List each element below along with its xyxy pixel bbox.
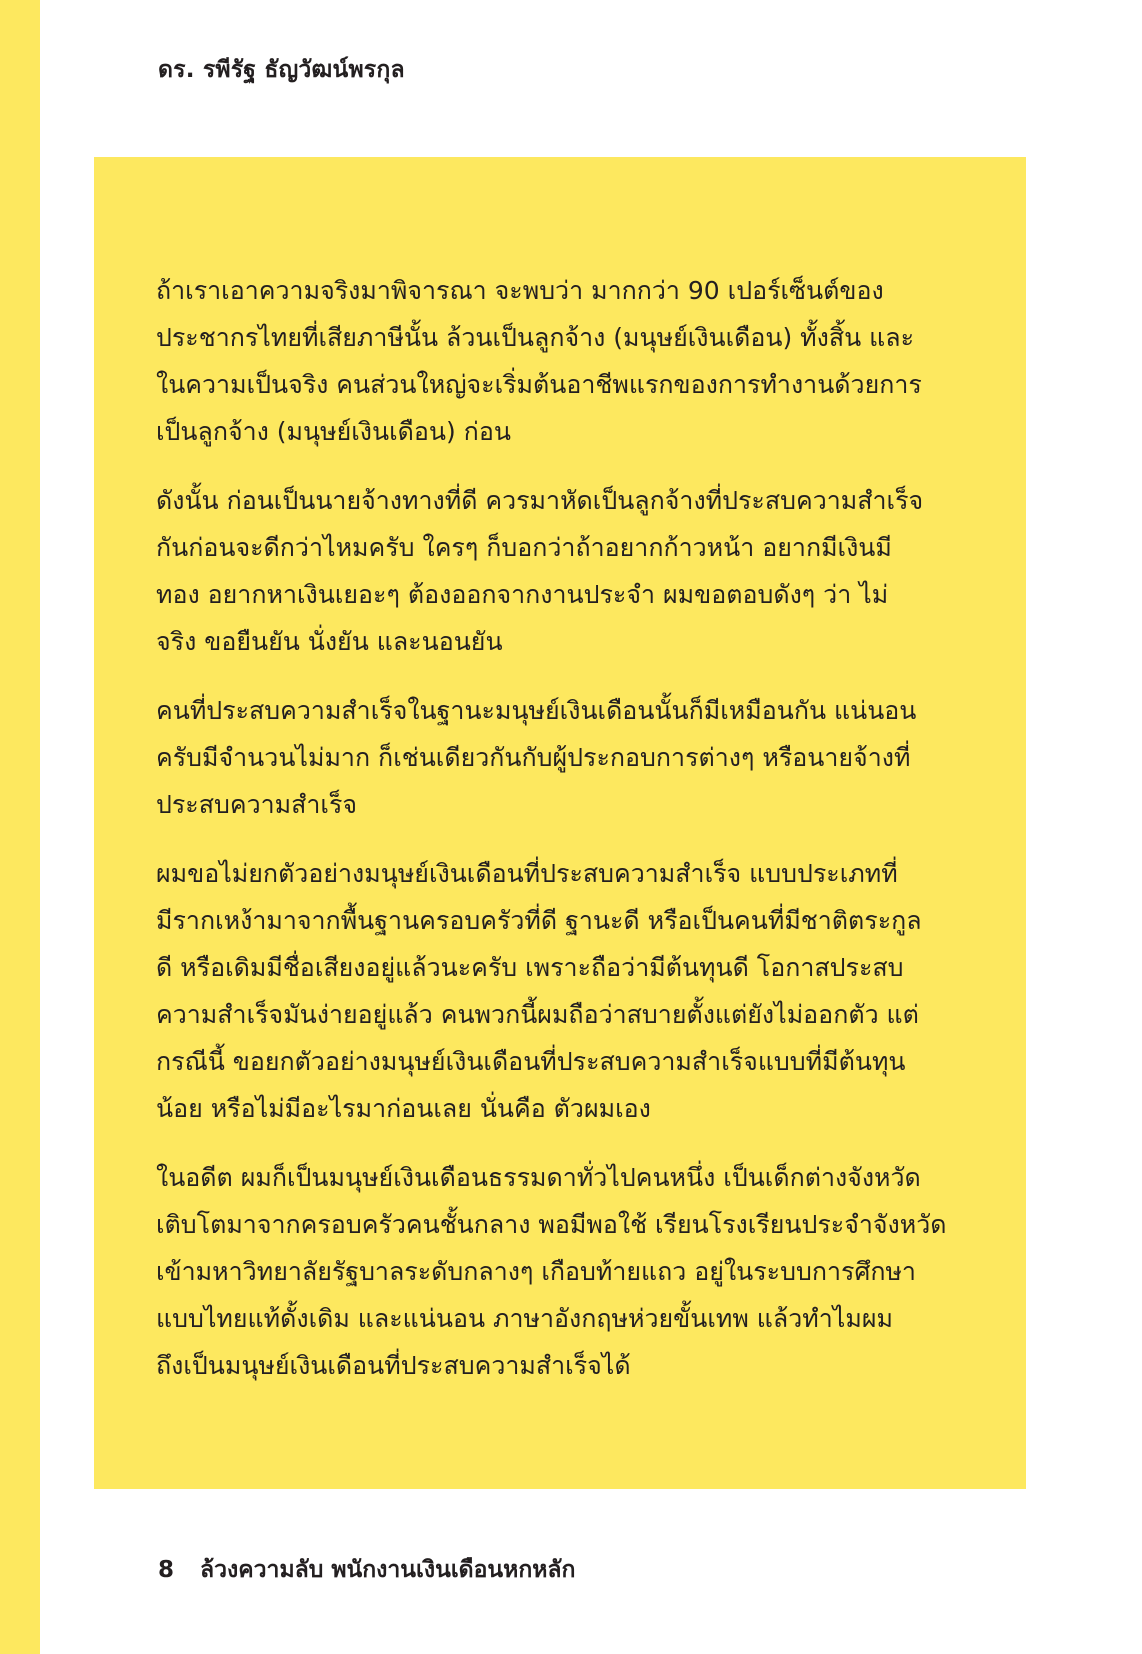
paragraph-3 bbox=[156, 687, 964, 828]
text-line: กันก่อนจะดีกว่าไหมครับ ใครๆ ก็บอกว่าถ้าอยากก้าวหน้า อยากมีเงินมี bbox=[156, 533, 892, 562]
text-line: ดังนั้น ก่อนเป็นนายจ้างทางที่ดี ควรมาหัดเป็นลูกจ้างที่ประสบความสำเร็จ bbox=[156, 486, 924, 515]
paragraph-5 bbox=[156, 1154, 964, 1389]
text-line: เข้ามหาวิทยาลัยรัฐบาลระดับกลางๆ เกือบท้ายแถว อยู่ในระบบการศึกษา bbox=[156, 1257, 916, 1286]
text-line: ประชากรไทยที่เสียภาษีนั้น ล้วนเป็นลูกจ้าง (มนุษย์เงินเดือน) ทั้งสิ้น และ bbox=[156, 323, 915, 352]
text-line: มีรากเหง้ามาจากพื้นฐานครอบครัวที่ดี ฐานะดี หรือเป็นคนที่มีชาติตระกูล bbox=[156, 906, 922, 935]
text-line: เป็นลูกจ้าง (มนุษย์เงินเดือน) ก่อน bbox=[156, 417, 511, 446]
text-line: ในอดีต ผมก็เป็นมนุษย์เงินเดือนธรรมดาทั่วไปคนหนึ่ง เป็นเด็กต่างจังหวัด bbox=[156, 1163, 921, 1192]
text-line: น้อย หรือไม่มีอะไรมาก่อนเลย นั่นคือ ตัวผมเอง bbox=[156, 1094, 651, 1123]
text-line: ผมขอไม่ยกตัวอย่างมนุษย์เงินเดือนที่ประสบความสำเร็จ แบบประเภทที่ bbox=[156, 859, 898, 888]
text-line: จริง ขอยืนยัน นั่งยัน และนอนยัน bbox=[156, 627, 503, 656]
text-line: เติบโตมาจากครอบครัวคนชั้นกลาง พอมีพอใช้ เรียนโรงเรียนประจำจังหวัด bbox=[156, 1210, 947, 1239]
paragraph-1 bbox=[156, 267, 964, 455]
paragraph-4 bbox=[156, 850, 964, 1132]
page-number: 8 bbox=[158, 1557, 175, 1583]
text-line: คนที่ประสบความสำเร็จในฐานะมนุษย์เงินเดือนนั้นก็มีเหมือนกัน แน่นอน bbox=[156, 696, 917, 725]
text-line: ดี หรือเดิมมีชื่อเสียงอยู่แล้วนะครับ เพราะถือว่ามีต้นทุนดี โอกาสประสบ bbox=[156, 953, 904, 982]
text-line: กรณีนี้ ขอยกตัวอย่างมนุษย์เงินเดือนที่ประสบความสำเร็จแบบที่มีต้นทุน bbox=[156, 1047, 906, 1076]
text-line: ทอง อยากหาเงินเยอะๆ ต้องออกจากงานประจำ ผมขอตอบดังๆ ว่า ไม่ bbox=[156, 580, 889, 609]
book-title: ล้วงความลับ พนักงานเงินเดือนหกหลัก bbox=[200, 1557, 576, 1583]
text-line: ครับมีจำนวนไม่มาก ก็เช่นเดียวกันกับผู้ประกอบการต่างๆ หรือนายจ้างที่ bbox=[156, 743, 911, 772]
highlight-text-box bbox=[94, 157, 1026, 1489]
page-footer bbox=[158, 1552, 575, 1588]
text-line: ถึงเป็นมนุษย์เงินเดือนที่ประสบความสำเร็จได้ bbox=[156, 1351, 631, 1380]
text-line: ความสำเร็จมันง่ายอยู่แล้ว คนพวกนี้ผมถือว่าสบายตั้งแต่ยังไม่ออกตัว แต่ bbox=[156, 1000, 919, 1029]
body-text bbox=[156, 267, 964, 1411]
running-header-author: ดร. รพีรัฐ ธัญวัฒน์พรกุล bbox=[158, 57, 405, 83]
text-line: ถ้าเราเอาความจริงมาพิจารณา จะพบว่า มากกว่า 90 เปอร์เซ็นต์ของ bbox=[156, 276, 884, 305]
paragraph-2 bbox=[156, 477, 964, 665]
text-line: แบบไทยแท้ดั้งเดิม และแน่นอน ภาษาอังกฤษห่วยขั้นเทพ แล้วทำไมผม bbox=[156, 1304, 893, 1333]
text-line: ในความเป็นจริง คนส่วนใหญ่จะเริ่มต้นอาชีพแรกของการทำงานด้วยการ bbox=[156, 370, 922, 399]
side-color-strip bbox=[0, 0, 40, 1654]
text-line: ประสบความสำเร็จ bbox=[156, 790, 358, 819]
